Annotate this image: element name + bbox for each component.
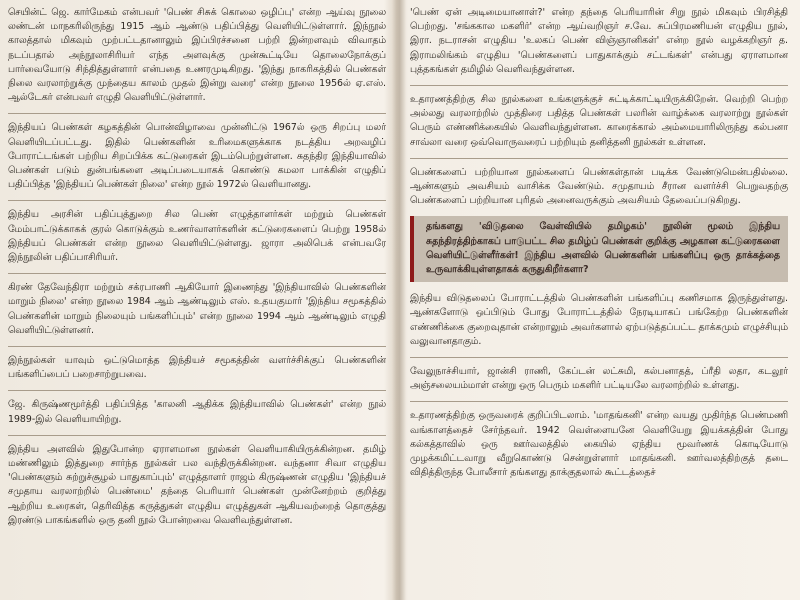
divider (410, 401, 788, 402)
divider (8, 113, 386, 114)
right-paragraph-5: வேலுநாச்சியார், ஜான்சி ராணி, கேப்டன் லட்சுமி, கல்பனாதத், ப்ரீதி லதா, கடலூர் அஞ்சலையம்மாள் என்று ஒரு பெரும் மகளிர் பட்டியலே வரலாற்றில் உள்ளது. (410, 366, 788, 392)
left-paragraph-4: கிரண் தேவேந்திரா மற்றும் சக்ரபாணி ஆகியோர் இணைந்து 'இந்தியாவில் பெண்களின் மாறும் நிலை' என்ற நூலை 1984 ஆம் ஆண்டிலும் எஸ். உதயகுமார் 'இந்திய சமூகத்தில் பெண்களின் மாறும் நிலையும் பங்களிப்பும்' என்ற நூலை 1994 ஆம் ஆண்டிலும் எழுதி வெளியிட்டுள்ளனர். (8, 282, 386, 336)
page-fold (392, 0, 406, 600)
right-column (410, 6, 788, 600)
left-paragraph-2: இந்தியப் பெண்கள் கழகத்தின் பொன்விழாவை முன்னிட்டு 1967ல் ஒரு சிறப்பு மலர் வெளியிடப்பட்டது. இதில் பெண்களின் உரிமைகளுக்காக நடத்திய அறவழிப் போராட்டங்கள் பற்றிய சிறப்பிக்க கட்டுரைகள் இடம்பெற்றுள்ளன. சுதந்திர இந்தியாவில் பெண்கள் படும் துன்பங்களை அடிப்படையாகக் கொண்டு கமலா பாக்கின் எழுதிப் பதிப்பித்த 'இந்தியப் பெண்கள் நிலை' என்ற நூல் 1972ல் வெளியானது. (8, 122, 386, 191)
divider (8, 200, 386, 201)
right-paragraph-1: 'பெண் ஏன் அடிமையானாள்?' என்ற தந்தை பெரியாரின் சிறு நூல் மிகவும் பிரசித்தி பெற்றது. 'சங்ககால மகளிர்' என்ற ஆய்வறிஞர் ச.வே. சுப்பிரமணியன் எழுதிய நூல், இரா. நடராசன் எழுதிய 'உலகப் பெண் விஞ்ஞானிகள்' என்ற நூல் வழக்கறிஞர் த. இராமலிங்கம் எழுதிய 'பெண்களைப் பாதுகாக்கும் சட்டங்கள்' என்பது ஏராளமான புத்தகங்கள் தமிழில் வெளிவந்துள்ளன. (410, 7, 788, 75)
interview-question: தங்களது 'விடுதலை வேள்வியில் தமிழகம்' நூலின் மூலம் இந்திய சுதந்திரத்திற்காகப் பாடுபட்ட சில தமிழ்ப் பெண்கள் குறிக்கு அழகான கட்டுரைகளை வெளியிட்டுள்ளீர்கள்! இந்திய அளவில் பெண்களின் பங்களிப்பு ஒரு தாக்கத்தை உருவாக்கியுள்ளதாகக் கருதுகிறீர்களா? (426, 221, 780, 276)
interview-question-box (410, 216, 788, 282)
divider (8, 346, 386, 347)
divider (8, 390, 386, 391)
left-paragraph-5: இந்நூல்கள் யாவும் ஒட்டுமொத்த இந்தியச் சமூகத்தின் வளர்ச்சிக்குப் பெண்களின் பங்களிப்பைப் பறைசாற்றுபவை. (8, 355, 386, 381)
divider (410, 85, 788, 86)
divider (410, 158, 788, 159)
divider (410, 357, 788, 358)
right-paragraph-2: உதாரணத்திற்கு சில நூல்களை உங்களுக்குச் சுட்டிக்காட்டியிருக்கிறேன். வெற்றி பெற்ற அல்லது வரலாற்றில் முத்திரை பதித்த பெண்கள் பலரின் வாழ்க்கை வரலாற்று நூல்கள் பெரும் எண்ணிக்கையில் வெளிவந்துள்ளன. காரைக்கால் அம்மையாரிலிருந்து கல்பனா சாவ்லா வரை ஒவ்வொருவரைப் பற்றியும் தனித்தனி நூல்கள் உள்ளன. (410, 94, 788, 148)
divider (8, 273, 386, 274)
left-paragraph-6: ஜே. கிருஷ்ணமூர்த்தி பதிப்பித்த 'காலனி ஆதிக்க இந்தியாவில் பெண்கள்' என்ற நூல் 1989-இல் வெளியாயிற்று. (8, 399, 386, 425)
left-paragraph-7: இந்திய அளவில் இதுபோன்ற ஏராளமான நூல்கள் வெளியாகியிருக்கின்றன. தமிழ் மண்ணிலும் இத்துறை சார்ந்த நூல்கள் பல வந்திருக்கின்றன. வந்தனா சிவா எழுதிய 'பெண்களும் சுற்றுச்சூழல் பாதுகாப்பும்' எழுத்தாளர் ராஜம் கிருஷ்ணன் எழுதிய 'இந்தியச் சமுதாய வரலாற்றில் பெண்மை' தந்தை பெரியார் பெண்கள் முன்னேற்றம் குறித்து ஆற்றிய உரைகள், தெரிவித்த கருத்துகள் எழுதிய எழுத்துகள் ஆகியவற்றைத் தொகுத்து இரண்டு பாகங்களில் ஒரு தனி நூல் போன்றவை வெளிவந்துள்ளன. (8, 443, 386, 526)
divider (8, 435, 386, 436)
left-paragraph-1: செயின்ட் ஜெ. கார்மேகம் என்பவர் 'பெண் சிசுக் கொலை ஒழிப்பு' என்ற ஆய்வு நூலை லண்டன் மாநகரிலிருந்து 1915 ஆம் ஆண்டு பதிப்பித்து வெளியிட்டுள்ளார். இந்நூல் காலத்தால் மிகவும் முற்பட்டதானாலும் இப்பிரச்சனை பற்றி இன்றளவும் விவாதம் நடப்பதால் அந்நூலாசிரியர் எந்த அளவுக்கு முன்கூட்டியே தொலைநோக்குப் பார்வையோடு சிந்தித்துள்ளார் என்பதை உணரமுடிகிறது. 'இந்து நாகரிகத்தில் பெண்கள் நிலை வரலாற்றுக்கு முந்தைய காலம் முதல் இன்று வரை' என்ற நூலை 1956ல் ஏ.எஸ். ஆல்டேகர் என்பவர் எழுதி வெளியிட்டுள்ளார். (8, 7, 386, 104)
right-paragraph-6: உதாரணத்திற்கு ஒருவரைக் குறிப்பிடலாம். 'மாதங்கனி' என்ற வயது முதிர்ந்த பெண்மணி வங்காளத்தைச் சேர்ந்தவர். 1942 வெள்ளையனே வெளியேறு இயக்கத்தின் போது கல்கத்தாவில் ஒரு ஊர்வலத்தில் கையில் ஏந்திய மூவர்ணக் கொடியோடு முழக்கமிட்டவாறு வீறுகொண்டு சென்றுள்ளார் மாதங்கனி. ஊர்வலத்திற்குத் தடை விதித்திருந்த போலீசார் தங்களது தாக்குதலால் கூட்டத்தைச் (410, 410, 788, 479)
right-paragraph-3: பெண்களைப் பற்றியான நூல்களைப் பெண்கள்தான் படிக்க வேண்டுமென்பதில்லை. ஆண்களும் அவசியம் வாசிக்க வேண்டும். சமுதாயம் சீரான வளர்ச்சி பெறுவதற்கு பெண்களைப் பற்றியான புரிதல் அனைவருக்கும் அவசியம் தேவைப்படுகிறது. (410, 166, 788, 207)
left-paragraph-3: இந்திய அரசின் பதிப்புத்துறை சில பெண் எழுத்தாளர்கள் மற்றும் பெண்கள் மேம்பாட்டுக்காகக் குரல் கொடுக்கும் உணர்வாளர்களின் கட்டுரைகளைப் பெற்று 1958ல் இந்தியப் பெண்கள் என்ற நூலை வெளியிட்டுள்ளது. ஜாரா அலிபெக் என்பவரே இந்நூலின் பதிப்பாசிரியர். (8, 209, 386, 264)
right-paragraph-4: இந்திய விடுதலைப் போராட்டத்தில் பெண்களின் பங்களிப்பு கணிசமாக இருந்துள்ளது. ஆண்களோடு ஒப்பிடும் போது போராட்டத்தில் நேரடியாகப் பங்கேற்ற பெண்களின் எண்ணிக்கை குறைவுதான் என்றாலும் அவர்களால் ஏற்படுத்தப்பட்ட தாக்கமும் எழுச்சியும் வலுவானதாகும். (410, 293, 788, 347)
left-column (8, 6, 386, 600)
